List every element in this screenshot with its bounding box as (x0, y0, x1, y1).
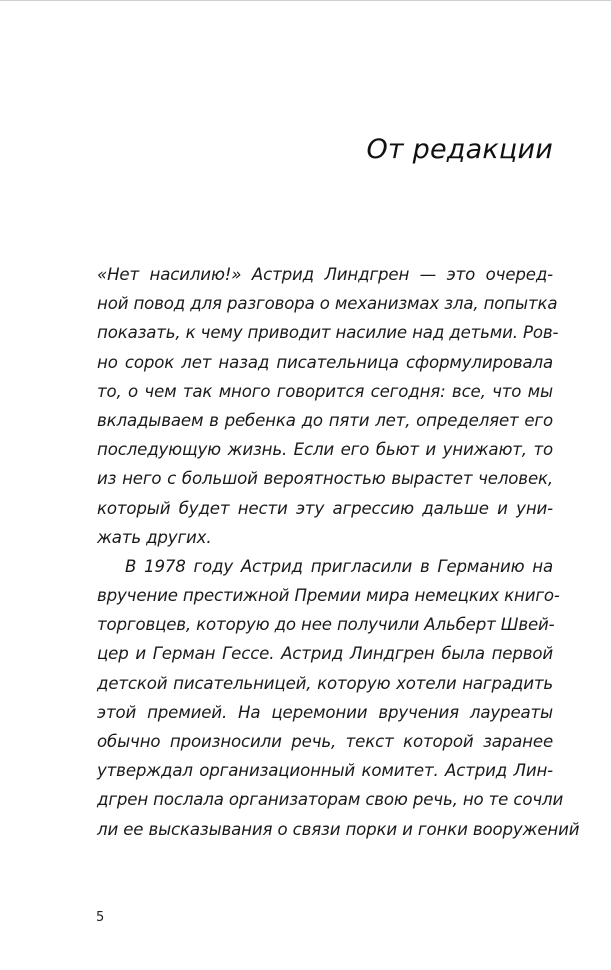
text-line: показать, к чему приводит насилие над детьми. Ров- (97, 323, 559, 343)
text-line: обычно произносили речь, текст которой заранее (97, 732, 553, 751)
text-line: из него с большой вероятностью вырастет человек, (97, 469, 553, 489)
text-line: детской писательницей, которую хотели наградить (97, 673, 553, 693)
text-line: В 1978 году Астрид пригласили в Германию на (125, 556, 553, 576)
body-text (97, 260, 580, 844)
text-line: «Нет насилию!» Астрид Линдгрен — это очеред- (97, 265, 553, 284)
text-line: ли ее высказывания о связи порки и гонки вооружений (97, 819, 580, 839)
page-number: 5 (96, 910, 105, 925)
top-rule (0, 0, 611, 1)
text-line: то, о чем так много говорится сегодня: все, что мы (97, 381, 553, 401)
text-line: вручение престижной Премии мира немецких книго- (97, 586, 560, 606)
text-line: дгрен послала организаторам свою речь, но те сочли (97, 790, 564, 810)
text-line: этой премией. На церемонии вручения лауреаты (97, 702, 553, 722)
text-line: который будет нести эту агрессию дальше и уни- (97, 498, 553, 518)
text-line: но сорок лет назад писательница сформулировала (97, 352, 553, 372)
text-line: цер и Герман Гессе. Астрид Линдгрен была первой (97, 644, 553, 664)
text-line: торговцев, которую до нее получили Альберт Швей- (97, 615, 555, 635)
text-line: ной повод для разговора о механизмах зла, попытка (97, 294, 558, 314)
text-line: утверждал организационный комитет. Астрид Лин- (97, 761, 553, 781)
text-line: вкладываем в ребенка до пяти лет, определяет его (97, 410, 553, 430)
text-line: последующую жизнь. Если его бьют и унижают, то (97, 440, 553, 460)
text-line: жать других. (97, 527, 212, 547)
chapter-title: От редакции (366, 134, 553, 165)
